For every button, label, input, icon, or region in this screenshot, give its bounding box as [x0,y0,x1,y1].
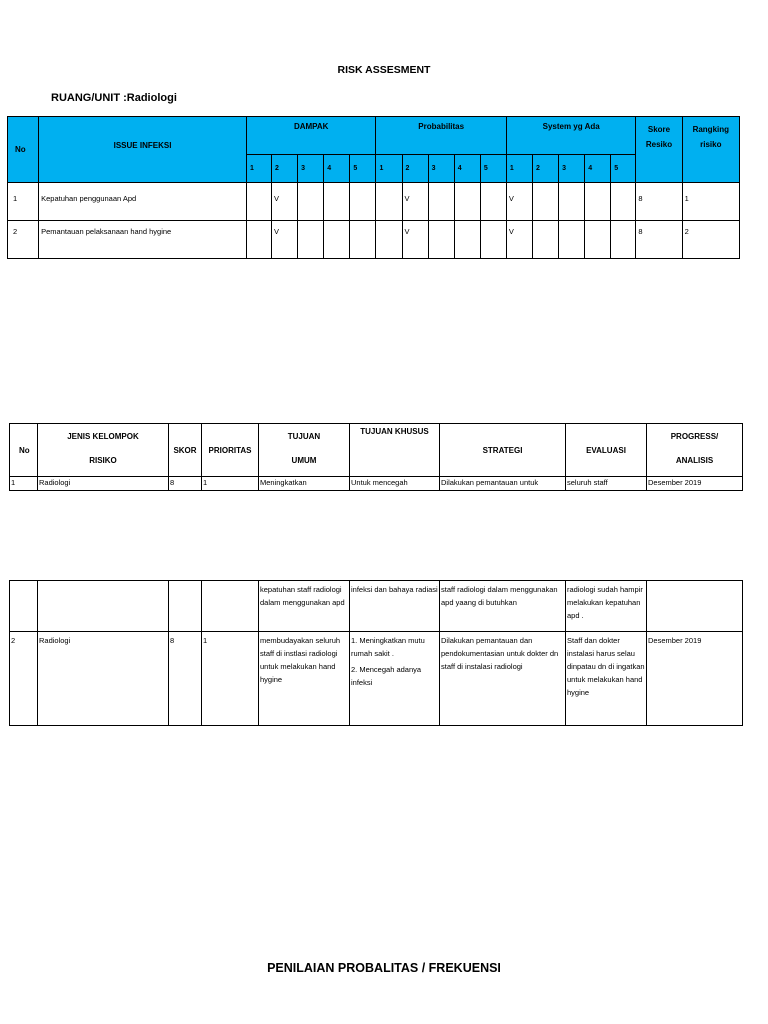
document-title: RISK ASSESMENT [337,64,431,76]
table-row [10,581,743,632]
row-skor: 8 [169,632,202,726]
system-scale-5: 5 [611,155,636,183]
row-rank: 2 [682,221,739,259]
header-system: System yg Ada [506,117,635,155]
cont-tujuan-khusus: infeksi dan bahaya radiasi [350,581,440,632]
header-progress [647,424,743,477]
row-jenis: Radiologi [38,477,169,491]
row-tujuan-khusus [350,632,440,726]
row-skore: 8 [636,183,682,221]
unit-label: RUANG/UNIT :Radiologi [51,92,177,104]
header-jenis-line1: JENIS KELOMPOK [67,432,139,441]
header-tujuan-line1: TUJUAN [287,432,321,441]
header-jenis [38,424,169,477]
header-progress-line1: PROGRESS/ [670,432,719,441]
header-tujuan-khusus: TUJUAN KHUSUS [350,424,440,477]
row-strategi: Dilakukan pemantauan untuk [440,477,566,491]
header-issue: ISSUE INFEKSI [39,117,247,183]
header-dampak: DAMPAK [246,117,376,155]
row-evaluasi: Staff dan dokter instalasi harus selau dinpatau dn di ingatkan untuk melakukan hand hygine [566,632,647,726]
action-plan-continuation-table [9,580,743,726]
row-issue: Pemantauan pelaksanaan hand hygine [39,221,247,259]
row-rank: 1 [682,183,739,221]
row-system-mark: V [506,183,532,221]
header-skor: SKOR [169,424,202,477]
dampak-scale-2: 2 [272,155,298,183]
row-skore: 8 [636,221,682,259]
row-prioritas: 1 [202,632,259,726]
row-evaluasi: seluruh staff [566,477,647,491]
header-probabilitas: Probabilitas [376,117,506,155]
dampak-scale-3: 3 [298,155,324,183]
section-title: PENILAIAN PROBALITAS / FREKUENSI [267,961,501,975]
system-scale-4: 4 [585,155,611,183]
tujuan-khusus-item-1: 1. Meningkatkan mutu rumah sakit . [351,636,425,658]
header-no: No [8,117,39,183]
row-dampak-mark: V [272,183,298,221]
risk-assessment-table [7,116,740,259]
tujuan-khusus-item-2: 2. Mencegah adanya infeksi [351,665,422,687]
dampak-scale-1: 1 [246,155,271,183]
header-jenis-line2: RISIKO [89,456,117,465]
row-tujuan-khusus: Untuk mencegah [350,477,440,491]
row-progress: Desember 2019 [647,632,743,726]
cont-strategi: staff radiologi dalam menggunakan apd yaang di butuhkan [440,581,566,632]
row-prob-mark: V [402,221,428,259]
header-rangking: Rangking risiko [682,117,739,183]
prob-scale-4: 4 [454,155,480,183]
prob-scale-5: 5 [480,155,506,183]
header-no: No [10,424,38,477]
system-scale-1: 1 [506,155,532,183]
header-tujuan-line2: UMUM [291,456,317,465]
row-issue: Kepatuhan penggunaan Apd [39,183,247,221]
dampak-scale-4: 4 [324,155,350,183]
row-strategi: Dilakukan pemantauan dan pendokumentasian untuk dokter dn staff di instalasi radiologi [440,632,566,726]
prob-scale-3: 3 [428,155,454,183]
header-strategi: STRATEGI [440,424,566,477]
dampak-scale-5: 5 [350,155,376,183]
system-scale-3: 3 [559,155,585,183]
header-progress-line2: ANALISIS [675,456,714,465]
row-jenis: Radiologi [38,632,169,726]
action-plan-table [9,423,743,491]
header-skore: Skore Resiko [636,117,682,183]
row-no: 1 [10,477,38,491]
row-no: 1 [8,183,39,221]
table-row [10,632,743,726]
system-scale-2: 2 [533,155,559,183]
table-row [8,183,740,221]
row-no: 2 [8,221,39,259]
header-tujuan-umum [259,424,350,477]
cont-evaluasi: radiologi sudah hampir melakukan kepatuhan apd . [566,581,647,632]
row-no: 2 [10,632,38,726]
cont-tujuan-umum: kepatuhan staff radiologi dalam menggunakan apd [259,581,350,632]
row-prob-mark: V [402,183,428,221]
table-row [8,221,740,259]
row-system-mark: V [506,221,532,259]
row-progress: Desember 2019 [647,477,743,491]
prob-scale-1: 1 [376,155,402,183]
prob-scale-2: 2 [402,155,428,183]
row-tujuan-umum: Meningkatkan [259,477,350,491]
row-dampak-mark: V [272,221,298,259]
header-prioritas: PRIORITAS [202,424,259,477]
header-evaluasi: EVALUASI [566,424,647,477]
row-tujuan-umum: membudayakan seluruh staff di instlasi radiologi untuk melakukan hand hygine [259,632,350,726]
row-prioritas: 1 [202,477,259,491]
table-row [10,477,743,491]
row-skor: 8 [169,477,202,491]
